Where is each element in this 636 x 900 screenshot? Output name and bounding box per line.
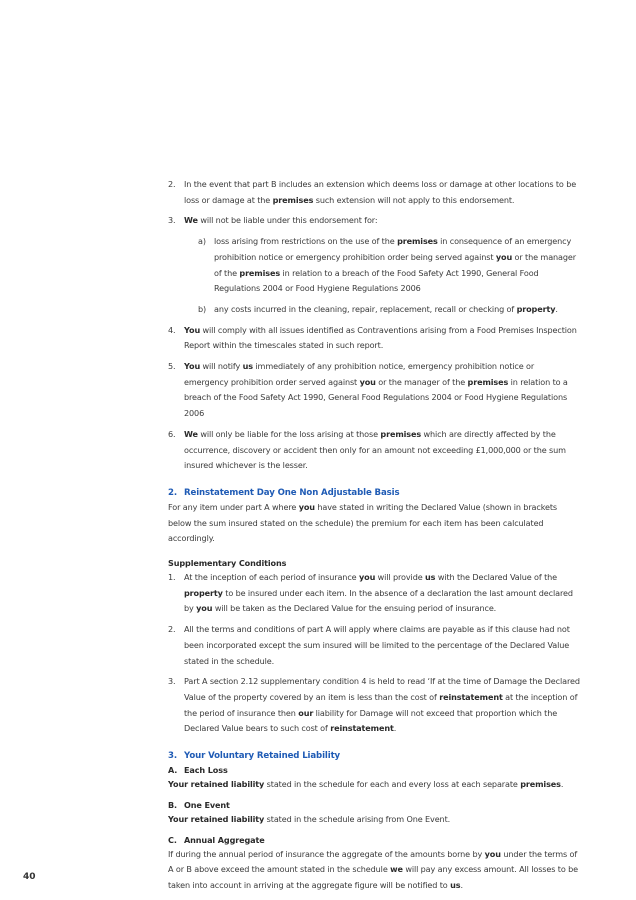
defined-term: us	[450, 879, 461, 890]
section-heading-retained-liability	[168, 749, 580, 763]
defined-term: premises	[272, 194, 314, 205]
item-text: We will not be liable under this endorsement for:	[184, 215, 378, 226]
item-text: You will notify us immediately of any prohibition notice, emergency prohibition notice or emergency prohibition order served against you or the manager of the premises in relation to a breach of the Food Safety Act 1990, General Food Regulations 2004 or Food Hygiene Regulations 2006	[184, 361, 568, 419]
defined-term: You	[184, 324, 201, 335]
defined-term: you	[298, 501, 315, 512]
sub-item-label: b)	[198, 303, 207, 314]
item-text: Part A section 2.12 supplementary condition 4 is held to read ‘If at the time of Damage the Declared Value of the property covered by an item is less than the cost of reinstatement at the inception of the period of insurance then our liability for Damage will not exceed that proportion which the Declared Value bears to such cost of reinstatement.	[184, 676, 580, 734]
subsection-letter: B.	[168, 799, 178, 810]
item-text: You will comply with all issues identified as Contraventions arising from a Food Premises Inspection Report within the timescales stated in such report.	[184, 324, 577, 351]
defined-term: premises	[380, 428, 422, 439]
subsection-title: Annual Aggregate	[184, 834, 265, 845]
defined-term: reinstatement	[330, 723, 394, 734]
defined-term: premises	[467, 376, 509, 387]
item-number: 1.	[168, 572, 176, 583]
section-title: Your Voluntary Retained Liability	[184, 751, 341, 762]
sub-list	[184, 234, 580, 318]
section-title: Reinstatement Day One Non Adjustable Basis	[184, 487, 400, 498]
sub-item-label: a)	[198, 236, 206, 247]
defined-term: us	[242, 361, 253, 372]
item-number: 2.	[168, 179, 176, 189]
item-text: In the event that part B includes an extension which deems loss or damage at other locations to be loss or damage at the premises such extension will not apply to this endorsement.	[184, 179, 577, 205]
subsection-letter: C.	[168, 834, 177, 845]
subsection-text: If during the annual period of insurance the aggregate of the amounts borne by you under the terms of A or B above exceed the amount stated in the schedule we will pay any excess amount. All losses to be taken into account in arriving at the aggregate figure will be notified to us.	[168, 848, 579, 890]
item-text: At the inception of each period of insurance you will provide us with the Declared Value of the property to be insured under each item. In the absence of a declaration the last amount declared by you will be taken as the Declared Value for the ensuing period of insurance.	[184, 572, 573, 614]
supplementary-conditions-heading: Supplementary Conditions	[168, 558, 287, 569]
item-number: 3.	[168, 215, 176, 226]
page-number: 40	[23, 872, 36, 882]
condition-item	[168, 622, 580, 669]
defined-term: property	[184, 587, 223, 598]
subsection-title: Each Loss	[184, 765, 228, 776]
defined-term: property	[516, 303, 556, 314]
item-text: All the terms and conditions of part A will apply where claims are payable as if this clause had not been incorporated except the sum insured will be limited to the percentage of the Declared Value stated in the schedule.	[184, 624, 570, 666]
list-item	[168, 323, 580, 354]
item-number: 3.	[168, 676, 176, 687]
condition-item	[168, 674, 580, 737]
defined-term: we	[390, 864, 403, 875]
defined-term: Your retained liability	[168, 779, 265, 790]
list-item	[168, 427, 580, 474]
subsection-heading	[168, 833, 580, 847]
defined-term: us	[425, 572, 436, 583]
defined-term: You	[184, 361, 201, 372]
defined-term: you	[196, 603, 213, 614]
defined-term: We	[184, 215, 198, 226]
subsection-text: Your retained liability stated in the schedule for each and every loss at each separate premises.	[168, 779, 564, 790]
section-heading-reinstatement	[168, 486, 580, 500]
defined-term: our	[298, 707, 314, 718]
item-number: 5.	[168, 361, 176, 372]
document-body	[168, 177, 580, 899]
list-item	[168, 359, 580, 422]
defined-term: you	[495, 251, 513, 262]
list-item	[168, 177, 580, 208]
defined-term: you	[358, 572, 376, 583]
defined-term: premises	[520, 779, 561, 790]
item-number: 6.	[168, 428, 176, 439]
sub-item-text: loss arising from restrictions on the use of the premises in consequence of an emergency prohibition notice or emergency prohibition order being served against you or the manager of the premises in relation to a breach of the Food Safety Act 1990, General Food Regulations 2004 or Food Hygiene Regulations 2006	[214, 236, 576, 294]
section-intro: For any item under part A where you have stated in writing the Declared Value (shown in brackets below the sum insured stated on the schedule) the premium for each item has been calculated accordingly.	[168, 501, 557, 544]
sub-list-item	[184, 302, 580, 318]
item-number: 2.	[168, 624, 176, 635]
defined-term: you	[359, 376, 376, 387]
sub-list-item	[184, 234, 580, 297]
subsection-title: One Event	[184, 799, 230, 810]
sub-item-text: any costs incurred in the cleaning, repair, replacement, recall or checking of property.	[214, 303, 558, 314]
subsection-text: Your retained liability stated in the schedule arising from One Event.	[168, 813, 451, 824]
list-item	[168, 213, 580, 317]
defined-term: reinstatement	[439, 691, 503, 702]
subsection-heading	[168, 763, 580, 777]
subsection-letter: A.	[168, 765, 178, 776]
subsection-heading	[168, 798, 580, 812]
section-number: 2.	[168, 487, 178, 498]
condition-item	[168, 570, 580, 617]
section-number: 3.	[168, 751, 178, 762]
defined-term: you	[484, 848, 501, 859]
defined-term: premises	[239, 267, 281, 278]
item-number: 4.	[168, 324, 176, 335]
defined-term: We	[184, 428, 198, 439]
item-text: We will only be liable for the loss arising at those premises which are directly affected by the occurrence, discovery or accident then only for an amount not exceeding £1,000,000 or the sum insured whichever is the lesser.	[184, 428, 566, 471]
defined-term: premises	[397, 236, 438, 247]
defined-term: Your retained liability	[168, 813, 265, 824]
